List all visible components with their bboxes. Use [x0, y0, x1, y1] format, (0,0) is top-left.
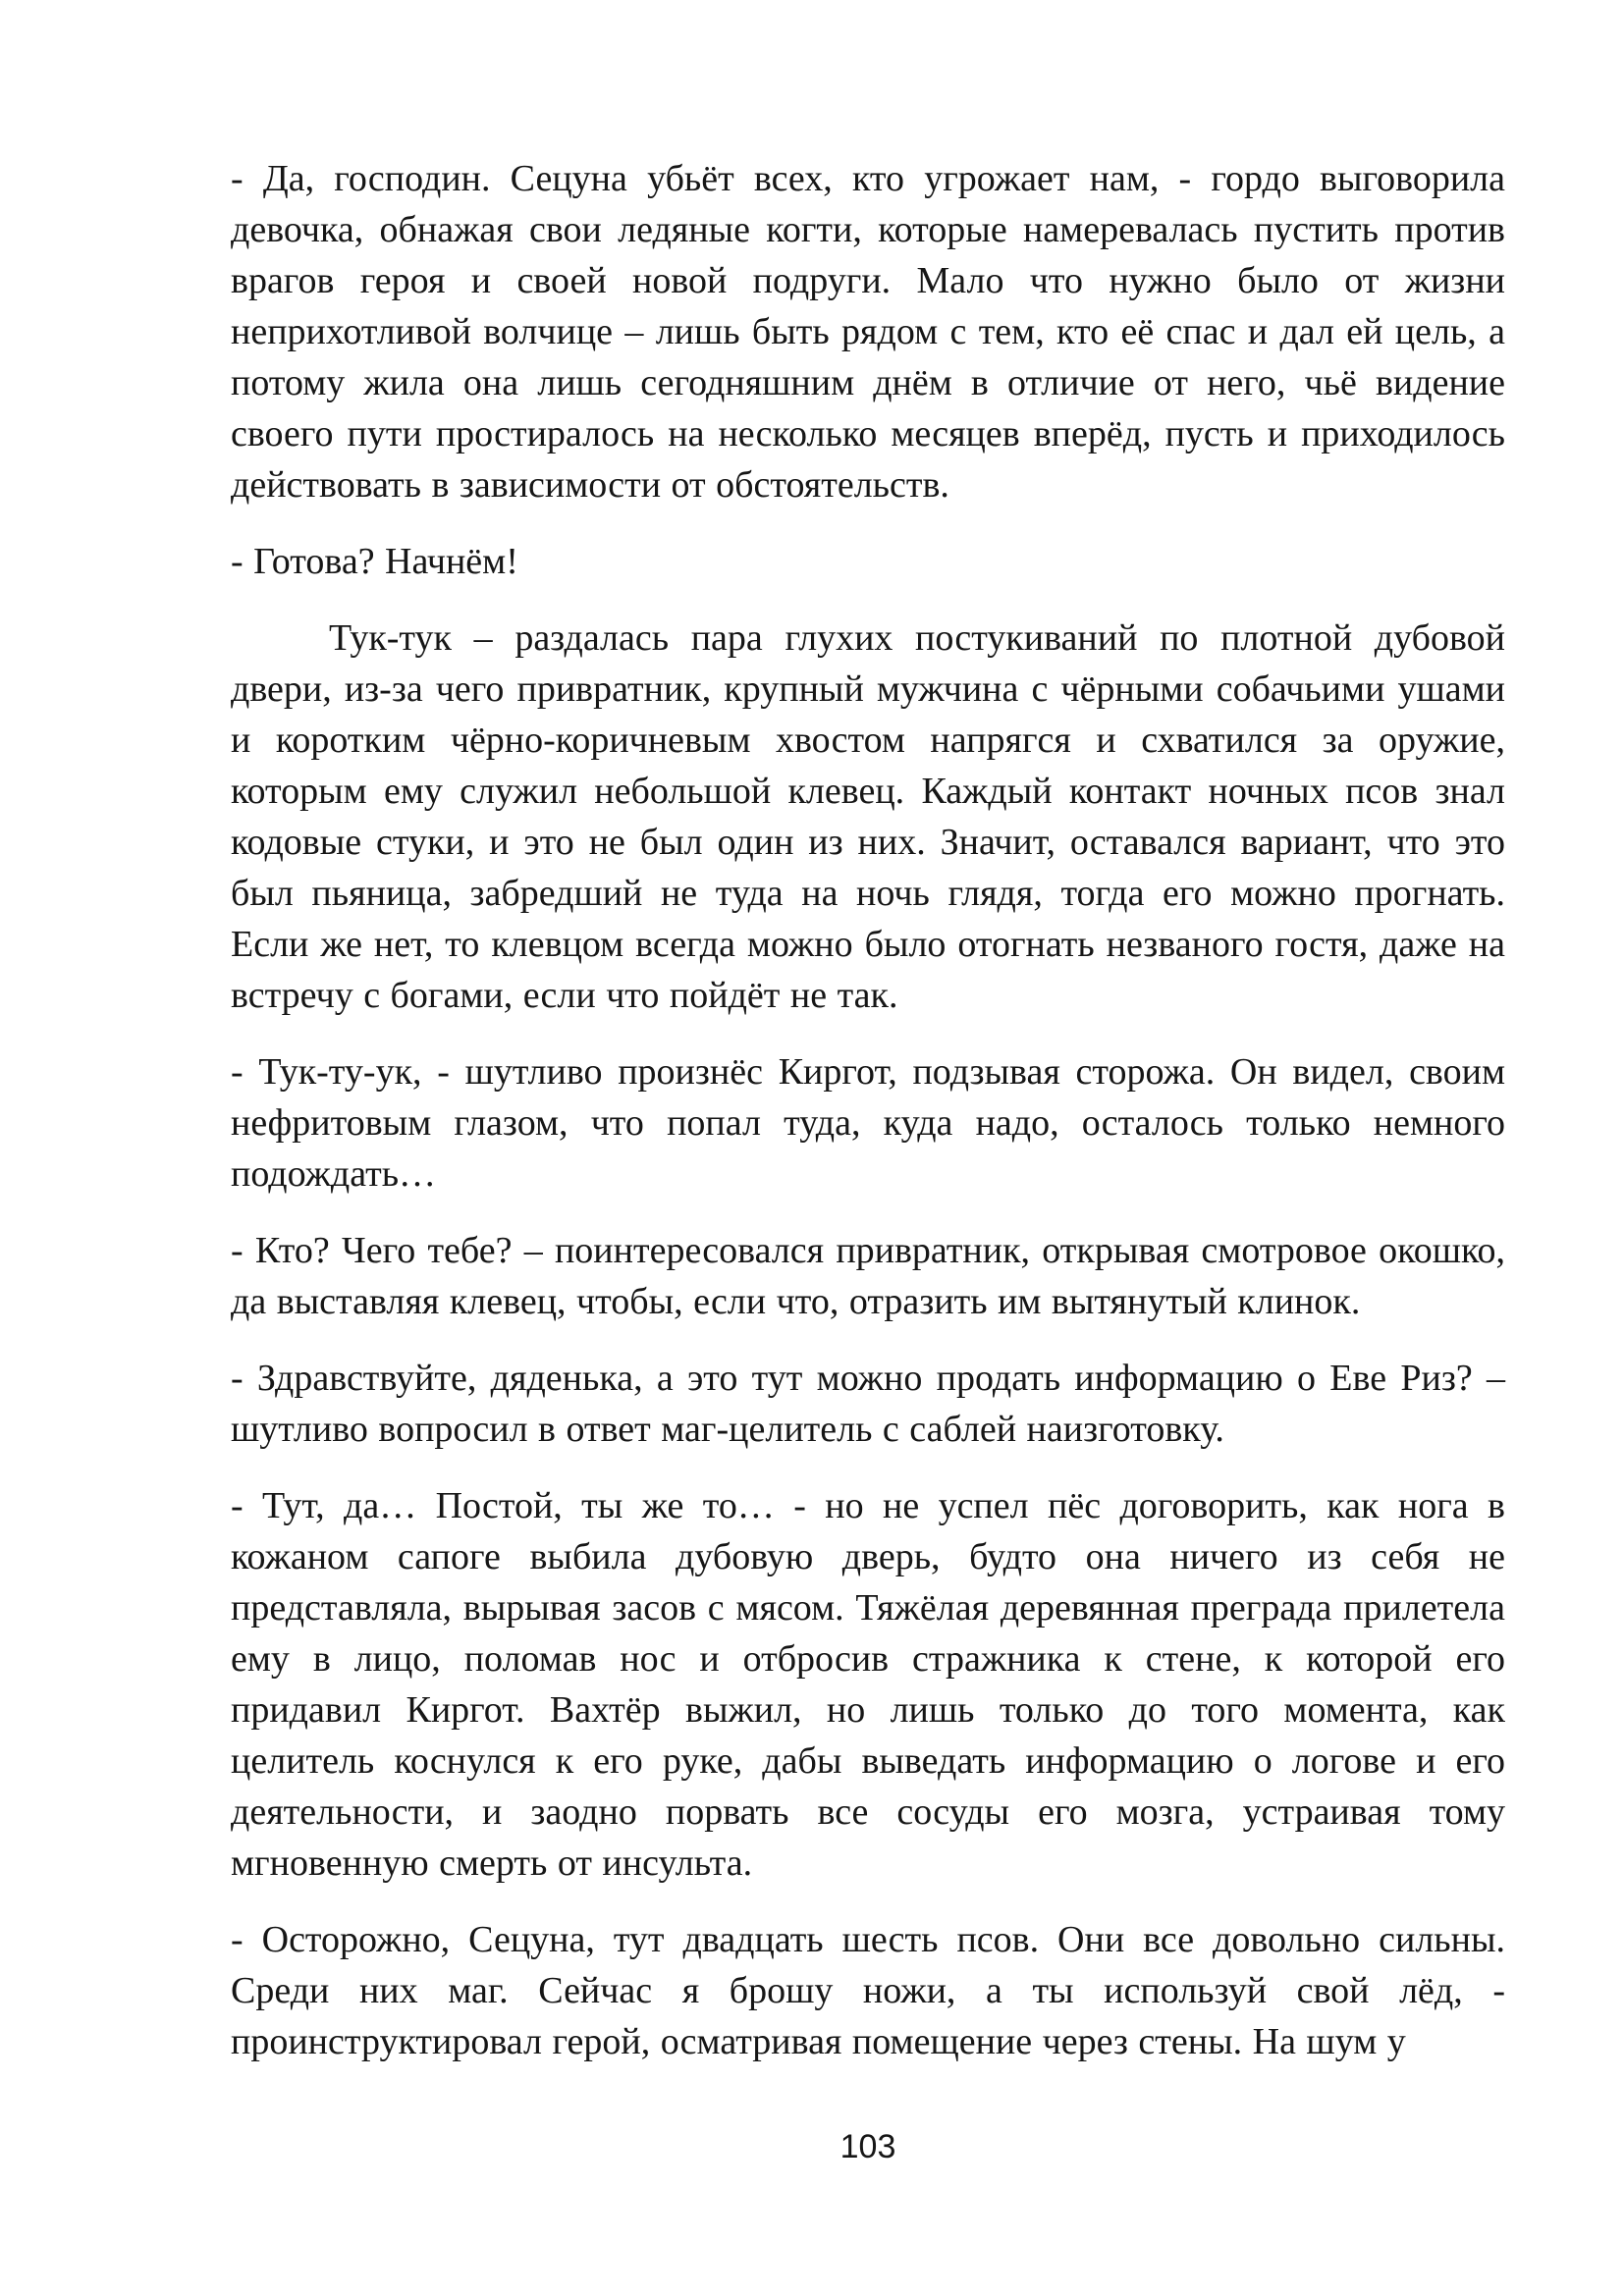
text-body [231, 153, 1505, 2093]
paragraph: - Тут, да… Постой, ты же то… - но не успел пёс договорить, как нога в кожаном сапоге выбила дубовую дверь, будто она ничего из себя не представляла, вырывая засов с мясом. Тяжёлая деревянная преграда прилетела ему в лицо, поломав нос и отбросив стражника к стене, к которой его придавил Киргот. Вахтёр выжил, но лишь только до того момента, как целитель коснулся к его руке, дабы выведать информацию о логове и его деятельности, и заодно порвать все сосуды его мозга, устраивая тому мгновенную смерть от инсульта. [231, 1485, 1505, 1884]
paragraph: Тук-тук – раздалась пара глухих постукиваний по плотной дубовой двери, из-за чего привратник, крупный мужчина с чёрными собачьими ушами и коротким чёрно-коричневым хвостом напрягся и схватился за оружие, которым ему служил небольшой клевец. Каждый контакт ночных псов знал кодовые стуки, и это не был один из них. Значит, оставался вариант, что это был пьяница, забредший не туда на ночь глядя, тогда его можно прогнать. Если же нет, то клевцом всегда можно было отогнать незваного гостя, даже на встречу с богами, если что пойдёт не так. [231, 617, 1505, 1016]
paragraph: - Тук-ту-ук, - шутливо произнёс Киргот, подзывая сторожа. Он видел, своим нефритовым глазом, что попал туда, куда надо, осталось только немного подождать… [231, 1051, 1505, 1195]
page-number: 103 [839, 2128, 896, 2165]
paragraph: - Да, господин. Сецуна убьёт всех, кто угрожает нам, - гордо выговорила девочка, обнажая свои ледяные когти, которые намеревалась пустить против врагов героя и своей новой подруги. Мало что нужно было от жизни неприхотливой волчице – лишь быть рядом с тем, кто её спас и дал ей цель, а потому жила она лишь сегодняшним днём в отличие от него, чьё видение своего пути простиралось на несколько месяцев вперёд, пусть и приходилось действовать в зависимости от обстоятельств. [231, 158, 1505, 506]
paragraph: - Осторожно, Сецуна, тут двадцать шесть псов. Они все довольно сильны. Среди них маг. Сейчас я брошу ножи, а ты используй свой лёд, - проинструктировал герой, осматривая помещение через стены. На шум у [231, 1919, 1505, 2062]
paragraph: - Здравствуйте, дяденька, а это тут можно продать информацию о Еве Риз? – шутливо вопросил в ответ маг-целитель с саблей наизготовку. [231, 1358, 1505, 1450]
paragraph: - Готова? Начнём! [231, 541, 518, 582]
paragraph: - Кто? Чего тебе? – поинтересовался привратник, открывая смотровое окошко, да выставляя клевец, чтобы, если что, отразить им вытянутый клинок. [231, 1230, 1505, 1322]
